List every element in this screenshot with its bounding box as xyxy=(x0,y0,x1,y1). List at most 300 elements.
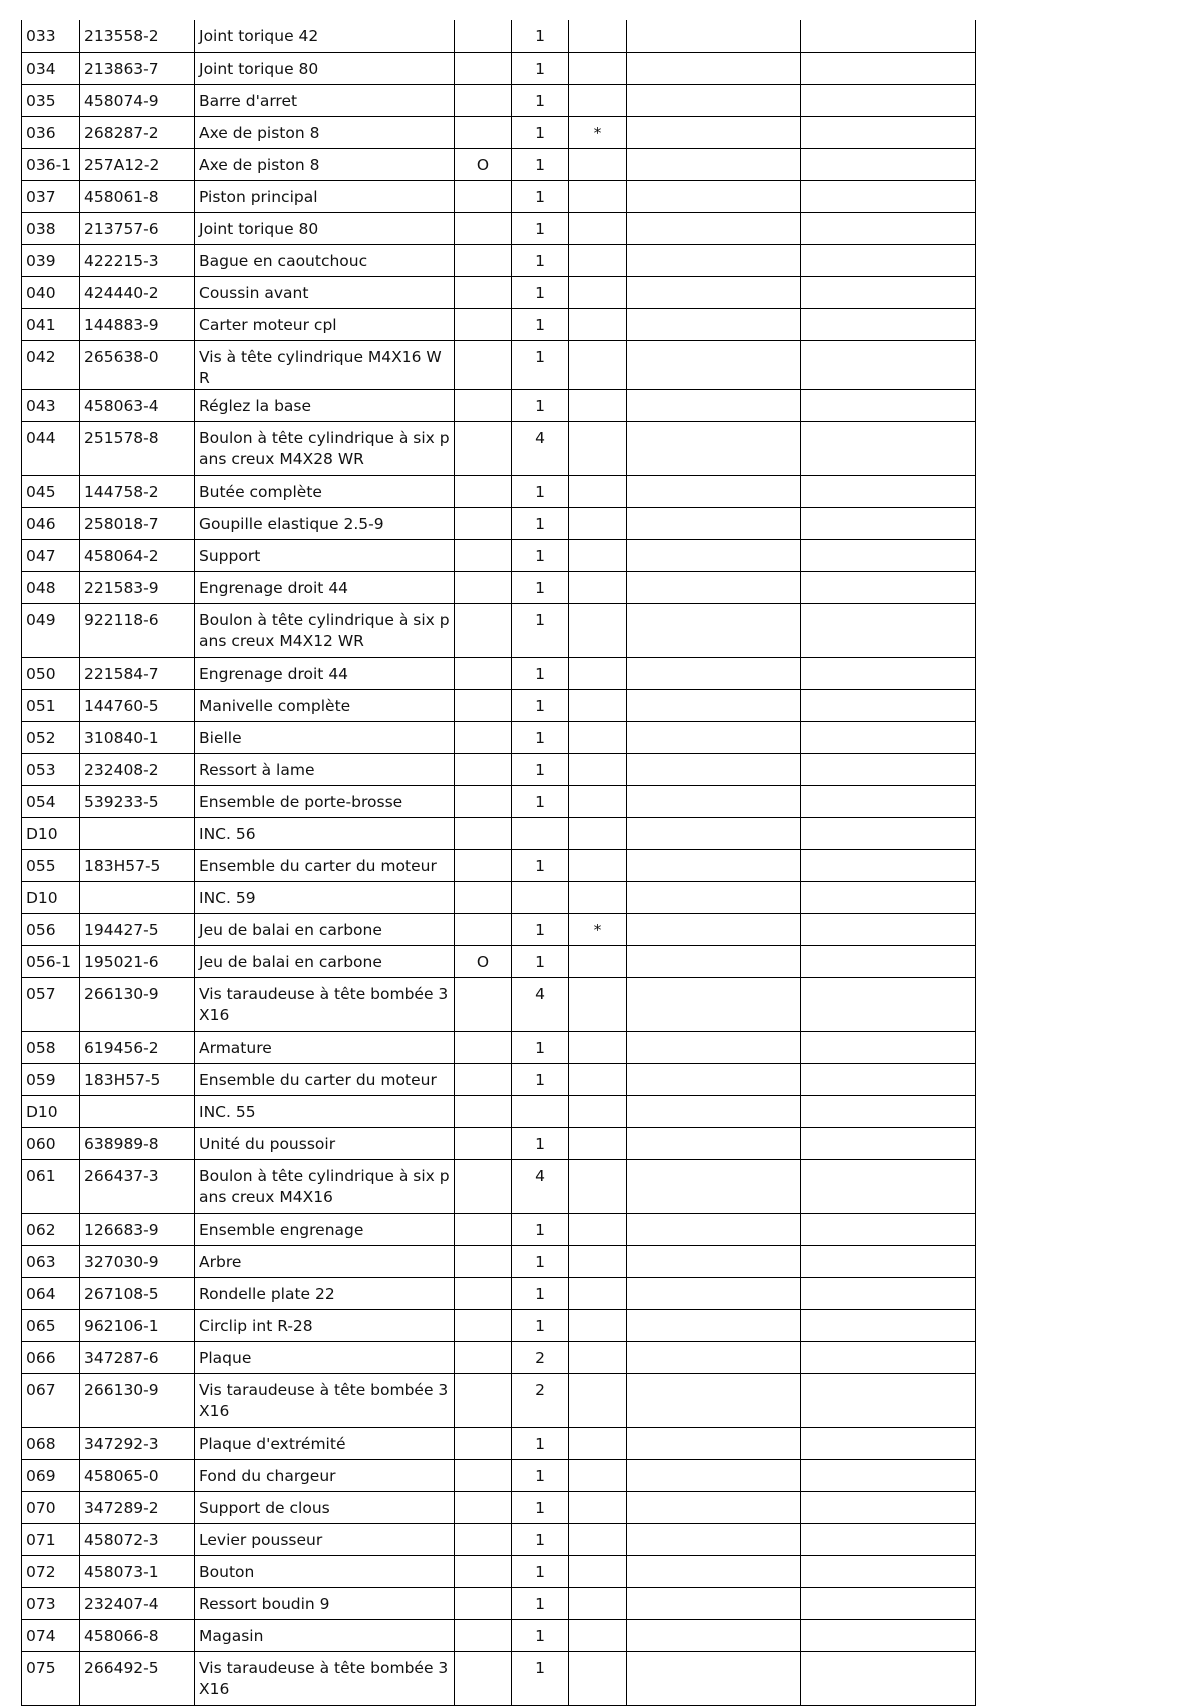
empty-cell xyxy=(627,148,801,180)
quantity-cell: 1 xyxy=(512,1587,569,1619)
empty-cell xyxy=(801,785,976,817)
item-number-cell: 035 xyxy=(22,84,80,116)
description-cell: Arbre xyxy=(195,1245,455,1277)
quantity-cell: 1 xyxy=(512,116,569,148)
note-mark-cell xyxy=(569,1459,627,1491)
note-mark-cell xyxy=(569,276,627,308)
note-mark-cell xyxy=(569,1309,627,1341)
empty-cell xyxy=(801,1373,976,1427)
note-mark-cell xyxy=(569,507,627,539)
note-mark-cell xyxy=(569,1277,627,1309)
empty-cell xyxy=(801,1245,976,1277)
quantity-cell: 4 xyxy=(512,421,569,475)
part-code-cell: 183H57-5 xyxy=(80,849,195,881)
empty-cell xyxy=(627,1459,801,1491)
table-row xyxy=(22,657,976,689)
table-row xyxy=(22,1127,976,1159)
table-row xyxy=(22,1245,976,1277)
empty-cell xyxy=(627,1373,801,1427)
table-row xyxy=(22,244,976,276)
description-cell: Boulon à tête cylindrique à six pans creux M4X28 WR xyxy=(195,421,455,475)
quantity-cell: 1 xyxy=(512,657,569,689)
table-row xyxy=(22,1309,976,1341)
item-number-cell: 062 xyxy=(22,1213,80,1245)
description-cell: Ressort à lame xyxy=(195,753,455,785)
empty-cell xyxy=(801,913,976,945)
note-mark-cell xyxy=(569,849,627,881)
quantity-cell: 1 xyxy=(512,389,569,421)
empty-cell xyxy=(627,849,801,881)
empty-cell xyxy=(627,785,801,817)
description-cell: Bouton xyxy=(195,1555,455,1587)
quantity-cell: 1 xyxy=(512,753,569,785)
option-mark-cell xyxy=(455,539,512,571)
table-row xyxy=(22,475,976,507)
table-row xyxy=(22,881,976,913)
description-cell: INC. 59 xyxy=(195,881,455,913)
quantity-cell: 1 xyxy=(512,1459,569,1491)
part-code-cell: 327030-9 xyxy=(80,1245,195,1277)
option-mark-cell xyxy=(455,1651,512,1705)
empty-cell xyxy=(627,276,801,308)
part-code-cell: 347292-3 xyxy=(80,1427,195,1459)
option-mark-cell xyxy=(455,276,512,308)
quantity-cell: 1 xyxy=(512,276,569,308)
part-code-cell: 213757-6 xyxy=(80,212,195,244)
part-code-cell: 458063-4 xyxy=(80,389,195,421)
description-cell: Engrenage droit 44 xyxy=(195,657,455,689)
table-row xyxy=(22,84,976,116)
note-mark-cell xyxy=(569,1063,627,1095)
quantity-cell: 1 xyxy=(512,1277,569,1309)
description-cell: Boulon à tête cylindrique à six pans creux M4X16 xyxy=(195,1159,455,1213)
note-mark-cell xyxy=(569,785,627,817)
empty-cell xyxy=(627,84,801,116)
quantity-cell: 1 xyxy=(512,52,569,84)
empty-cell xyxy=(801,20,976,52)
quantity-cell: 1 xyxy=(512,913,569,945)
description-cell: Bague en caoutchouc xyxy=(195,244,455,276)
option-mark-cell xyxy=(455,389,512,421)
description-cell: Ensemble de porte-brosse xyxy=(195,785,455,817)
item-number-cell: 075 xyxy=(22,1651,80,1705)
empty-cell xyxy=(627,212,801,244)
part-code-cell: 144760-5 xyxy=(80,689,195,721)
empty-cell xyxy=(801,340,976,389)
empty-cell xyxy=(801,276,976,308)
item-number-cell: 073 xyxy=(22,1587,80,1619)
description-cell: Carter moteur cpl xyxy=(195,308,455,340)
note-mark-cell xyxy=(569,389,627,421)
item-number-cell: 042 xyxy=(22,340,80,389)
quantity-cell: 1 xyxy=(512,84,569,116)
empty-cell xyxy=(801,945,976,977)
option-mark-cell xyxy=(455,52,512,84)
option-mark-cell: O xyxy=(455,945,512,977)
description-cell: Butée complète xyxy=(195,475,455,507)
quantity-cell: 1 xyxy=(512,1127,569,1159)
option-mark-cell xyxy=(455,1063,512,1095)
option-mark-cell xyxy=(455,308,512,340)
note-mark-cell xyxy=(569,1245,627,1277)
table-row xyxy=(22,180,976,212)
item-number-cell: 036 xyxy=(22,116,80,148)
item-number-cell: 043 xyxy=(22,389,80,421)
empty-cell xyxy=(801,657,976,689)
part-code-cell xyxy=(80,1095,195,1127)
empty-cell xyxy=(627,1063,801,1095)
table-row xyxy=(22,571,976,603)
description-cell: Support xyxy=(195,539,455,571)
empty-cell xyxy=(627,1213,801,1245)
note-mark-cell xyxy=(569,753,627,785)
empty-cell xyxy=(627,52,801,84)
item-number-cell: 037 xyxy=(22,180,80,212)
empty-cell xyxy=(801,721,976,753)
part-code-cell xyxy=(80,881,195,913)
quantity-cell: 1 xyxy=(512,507,569,539)
empty-cell xyxy=(801,1427,976,1459)
option-mark-cell xyxy=(455,475,512,507)
note-mark-cell xyxy=(569,571,627,603)
description-cell: Support de clous xyxy=(195,1491,455,1523)
empty-cell xyxy=(801,1523,976,1555)
empty-cell xyxy=(627,340,801,389)
item-number-cell: 070 xyxy=(22,1491,80,1523)
note-mark-cell: * xyxy=(569,116,627,148)
empty-cell xyxy=(627,1159,801,1213)
note-mark-cell xyxy=(569,475,627,507)
quantity-cell: 1 xyxy=(512,539,569,571)
part-code-cell: 213558-2 xyxy=(80,20,195,52)
description-cell: Ensemble du carter du moteur xyxy=(195,849,455,881)
table-row xyxy=(22,276,976,308)
table-row xyxy=(22,1555,976,1587)
option-mark-cell: O xyxy=(455,148,512,180)
item-number-cell: 033 xyxy=(22,20,80,52)
note-mark-cell xyxy=(569,1159,627,1213)
part-code-cell: 266437-3 xyxy=(80,1159,195,1213)
table-row xyxy=(22,308,976,340)
part-code-cell: 144758-2 xyxy=(80,475,195,507)
table-row xyxy=(22,1373,976,1427)
empty-cell xyxy=(627,721,801,753)
quantity-cell: 1 xyxy=(512,1555,569,1587)
parts-list-sheet xyxy=(21,20,975,1698)
quantity-cell: 1 xyxy=(512,689,569,721)
empty-cell xyxy=(801,421,976,475)
note-mark-cell xyxy=(569,1095,627,1127)
part-code-cell: 310840-1 xyxy=(80,721,195,753)
note-mark-cell xyxy=(569,1127,627,1159)
empty-cell xyxy=(627,116,801,148)
description-cell: Boulon à tête cylindrique à six pans creux M4X12 WR xyxy=(195,603,455,657)
item-number-cell: 072 xyxy=(22,1555,80,1587)
description-cell: Vis taraudeuse à tête bombée 3X16 xyxy=(195,1373,455,1427)
empty-cell xyxy=(801,1619,976,1651)
empty-cell xyxy=(801,817,976,849)
empty-cell xyxy=(801,84,976,116)
part-code-cell: 638989-8 xyxy=(80,1127,195,1159)
empty-cell xyxy=(627,308,801,340)
table-row xyxy=(22,785,976,817)
description-cell: INC. 55 xyxy=(195,1095,455,1127)
empty-cell xyxy=(801,389,976,421)
empty-cell xyxy=(801,977,976,1031)
quantity-cell: 1 xyxy=(512,1031,569,1063)
empty-cell xyxy=(627,1095,801,1127)
quantity-cell: 1 xyxy=(512,1427,569,1459)
note-mark-cell xyxy=(569,1619,627,1651)
item-number-cell: 057 xyxy=(22,977,80,1031)
description-cell: Engrenage droit 44 xyxy=(195,571,455,603)
item-number-cell: 059 xyxy=(22,1063,80,1095)
option-mark-cell xyxy=(455,180,512,212)
description-cell: Armature xyxy=(195,1031,455,1063)
item-number-cell: D10 xyxy=(22,881,80,913)
option-mark-cell xyxy=(455,1095,512,1127)
table-row xyxy=(22,389,976,421)
empty-cell xyxy=(801,1651,976,1705)
note-mark-cell xyxy=(569,1523,627,1555)
empty-cell xyxy=(627,507,801,539)
empty-cell xyxy=(801,881,976,913)
note-mark-cell xyxy=(569,721,627,753)
description-cell: INC. 56 xyxy=(195,817,455,849)
option-mark-cell xyxy=(455,1459,512,1491)
empty-cell xyxy=(627,1555,801,1587)
table-row xyxy=(22,116,976,148)
empty-cell xyxy=(627,475,801,507)
description-cell: Plaque d'extrémité xyxy=(195,1427,455,1459)
part-code-cell: 267108-5 xyxy=(80,1277,195,1309)
item-number-cell: 066 xyxy=(22,1341,80,1373)
empty-cell xyxy=(627,913,801,945)
empty-cell xyxy=(801,1491,976,1523)
note-mark-cell xyxy=(569,1373,627,1427)
note-mark-cell xyxy=(569,1213,627,1245)
table-row xyxy=(22,539,976,571)
item-number-cell: D10 xyxy=(22,1095,80,1127)
part-code-cell: 268287-2 xyxy=(80,116,195,148)
table-row xyxy=(22,1063,976,1095)
item-number-cell: 046 xyxy=(22,507,80,539)
option-mark-cell xyxy=(455,340,512,389)
empty-cell xyxy=(801,1031,976,1063)
note-mark-cell xyxy=(569,1031,627,1063)
part-code-cell: 962106-1 xyxy=(80,1309,195,1341)
description-cell: Ensemble engrenage xyxy=(195,1213,455,1245)
empty-cell xyxy=(801,753,976,785)
item-number-cell: 040 xyxy=(22,276,80,308)
item-number-cell: D10 xyxy=(22,817,80,849)
empty-cell xyxy=(627,977,801,1031)
option-mark-cell xyxy=(455,1245,512,1277)
empty-cell xyxy=(627,753,801,785)
note-mark-cell xyxy=(569,603,627,657)
description-cell: Jeu de balai en carbone xyxy=(195,945,455,977)
quantity-cell: 1 xyxy=(512,1245,569,1277)
quantity-cell xyxy=(512,881,569,913)
empty-cell xyxy=(801,212,976,244)
part-code-cell: 619456-2 xyxy=(80,1031,195,1063)
item-number-cell: 054 xyxy=(22,785,80,817)
empty-cell xyxy=(801,1127,976,1159)
note-mark-cell: * xyxy=(569,913,627,945)
quantity-cell: 1 xyxy=(512,1651,569,1705)
table-row xyxy=(22,1491,976,1523)
note-mark-cell xyxy=(569,657,627,689)
item-number-cell: 063 xyxy=(22,1245,80,1277)
item-number-cell: 045 xyxy=(22,475,80,507)
table-row xyxy=(22,1651,976,1705)
empty-cell xyxy=(627,1031,801,1063)
quantity-cell: 1 xyxy=(512,244,569,276)
quantity-cell: 2 xyxy=(512,1341,569,1373)
part-code-cell: 183H57-5 xyxy=(80,1063,195,1095)
option-mark-cell xyxy=(455,881,512,913)
part-code-cell: 458073-1 xyxy=(80,1555,195,1587)
description-cell: Unité du poussoir xyxy=(195,1127,455,1159)
empty-cell xyxy=(627,1427,801,1459)
item-number-cell: 047 xyxy=(22,539,80,571)
empty-cell xyxy=(801,1063,976,1095)
part-code-cell: 458064-2 xyxy=(80,539,195,571)
item-number-cell: 074 xyxy=(22,1619,80,1651)
part-code-cell: 221583-9 xyxy=(80,571,195,603)
part-code-cell: 251578-8 xyxy=(80,421,195,475)
empty-cell xyxy=(801,1587,976,1619)
quantity-cell: 1 xyxy=(512,1523,569,1555)
option-mark-cell xyxy=(455,1555,512,1587)
item-number-cell: 071 xyxy=(22,1523,80,1555)
quantity-cell xyxy=(512,1095,569,1127)
option-mark-cell xyxy=(455,1031,512,1063)
item-number-cell: 060 xyxy=(22,1127,80,1159)
item-number-cell: 038 xyxy=(22,212,80,244)
quantity-cell: 1 xyxy=(512,340,569,389)
table-row xyxy=(22,1619,976,1651)
table-row xyxy=(22,212,976,244)
table-row xyxy=(22,1095,976,1127)
empty-cell xyxy=(801,571,976,603)
part-code-cell: 232407-4 xyxy=(80,1587,195,1619)
description-cell: Plaque xyxy=(195,1341,455,1373)
description-cell: Magasin xyxy=(195,1619,455,1651)
quantity-cell: 1 xyxy=(512,212,569,244)
note-mark-cell xyxy=(569,308,627,340)
note-mark-cell xyxy=(569,1651,627,1705)
quantity-cell: 4 xyxy=(512,1159,569,1213)
empty-cell xyxy=(801,1309,976,1341)
empty-cell xyxy=(801,1095,976,1127)
empty-cell xyxy=(627,1619,801,1651)
quantity-cell: 2 xyxy=(512,1373,569,1427)
description-cell: Vis taraudeuse à tête bombée 3X16 xyxy=(195,977,455,1031)
part-code-cell: 458066-8 xyxy=(80,1619,195,1651)
item-number-cell: 051 xyxy=(22,689,80,721)
option-mark-cell xyxy=(455,571,512,603)
item-number-cell: 058 xyxy=(22,1031,80,1063)
description-cell: Joint torique 80 xyxy=(195,212,455,244)
description-cell: Ensemble du carter du moteur xyxy=(195,1063,455,1095)
part-code-cell: 126683-9 xyxy=(80,1213,195,1245)
note-mark-cell xyxy=(569,212,627,244)
note-mark-cell xyxy=(569,1491,627,1523)
option-mark-cell xyxy=(455,1309,512,1341)
part-code-cell: 232408-2 xyxy=(80,753,195,785)
description-cell: Circlip int R-28 xyxy=(195,1309,455,1341)
empty-cell xyxy=(801,1555,976,1587)
option-mark-cell xyxy=(455,507,512,539)
option-mark-cell xyxy=(455,1373,512,1427)
table-row xyxy=(22,977,976,1031)
empty-cell xyxy=(627,1587,801,1619)
item-number-cell: 048 xyxy=(22,571,80,603)
note-mark-cell xyxy=(569,148,627,180)
part-code-cell: 265638-0 xyxy=(80,340,195,389)
description-cell: Joint torique 42 xyxy=(195,20,455,52)
note-mark-cell xyxy=(569,1427,627,1459)
part-code-cell: 195021-6 xyxy=(80,945,195,977)
part-code-cell: 144883-9 xyxy=(80,308,195,340)
description-cell: Goupille elastique 2.5-9 xyxy=(195,507,455,539)
empty-cell xyxy=(801,52,976,84)
part-code-cell xyxy=(80,817,195,849)
item-number-cell: 065 xyxy=(22,1309,80,1341)
table-row xyxy=(22,148,976,180)
note-mark-cell xyxy=(569,539,627,571)
empty-cell xyxy=(801,475,976,507)
empty-cell xyxy=(627,657,801,689)
empty-cell xyxy=(627,180,801,212)
quantity-cell: 1 xyxy=(512,1213,569,1245)
description-cell: Levier pousseur xyxy=(195,1523,455,1555)
quantity-cell: 1 xyxy=(512,1063,569,1095)
table-row xyxy=(22,1277,976,1309)
option-mark-cell xyxy=(455,1491,512,1523)
note-mark-cell xyxy=(569,977,627,1031)
table-row xyxy=(22,1031,976,1063)
empty-cell xyxy=(627,389,801,421)
parts-table xyxy=(21,20,976,1706)
empty-cell xyxy=(801,539,976,571)
item-number-cell: 052 xyxy=(22,721,80,753)
description-cell: Coussin avant xyxy=(195,276,455,308)
empty-cell xyxy=(627,1651,801,1705)
option-mark-cell xyxy=(455,84,512,116)
parts-table-body xyxy=(22,20,976,1705)
option-mark-cell xyxy=(455,913,512,945)
empty-cell xyxy=(801,1277,976,1309)
quantity-cell: 1 xyxy=(512,571,569,603)
quantity-cell: 1 xyxy=(512,785,569,817)
option-mark-cell xyxy=(455,244,512,276)
table-row xyxy=(22,753,976,785)
description-cell: Rondelle plate 22 xyxy=(195,1277,455,1309)
empty-cell xyxy=(801,180,976,212)
item-number-cell: 055 xyxy=(22,849,80,881)
empty-cell xyxy=(627,571,801,603)
note-mark-cell xyxy=(569,817,627,849)
empty-cell xyxy=(627,20,801,52)
item-number-cell: 056 xyxy=(22,913,80,945)
item-number-cell: 069 xyxy=(22,1459,80,1491)
item-number-cell: 049 xyxy=(22,603,80,657)
description-cell: Réglez la base xyxy=(195,389,455,421)
empty-cell xyxy=(801,148,976,180)
quantity-cell: 1 xyxy=(512,1491,569,1523)
